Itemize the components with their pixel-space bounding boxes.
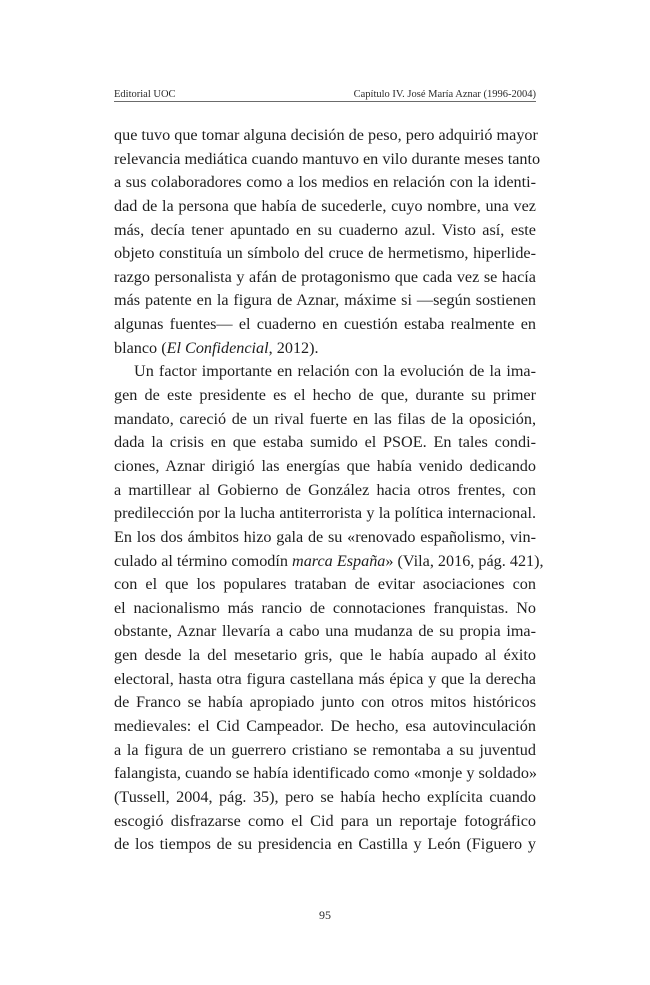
text-line: mandato, careció de un rival fuerte en las filas de la oposición, xyxy=(114,409,536,428)
text-line: que tuvo que tomar alguna decisión de peso, pero adquirió mayor xyxy=(114,126,538,144)
text-line: gen de este presidente es el hecho de que, durante su primer xyxy=(114,386,536,405)
text-line: obstante, Aznar llevaría a cabo una mudanza de su propia ima- xyxy=(114,622,536,641)
page-number: 95 xyxy=(319,908,331,922)
header-chapter-title: Capítulo IV. José María Aznar (1996-2004) xyxy=(353,89,536,100)
text-line: a sus colaboradores como a los medios en relación con la identi- xyxy=(114,173,536,192)
text-line: de los tiempos de su presidencia en Castilla y León (Figuero y xyxy=(114,835,536,854)
text-line: a la figura de un guerrero cristiano se remontaba a su juventud xyxy=(114,740,536,759)
text-line: a martillear al Gobierno de González hacia otros frentes, con xyxy=(114,480,536,499)
text-line: Un factor importante en relación con la evolución de la ima- xyxy=(134,362,536,381)
text-line: ciones, Aznar dirigió las energías que había venido dedicando xyxy=(114,456,536,475)
text-line: (Tussell, 2004, pág. 35), pero se había hecho explícita cuando xyxy=(114,787,536,806)
text-line: más patente en la figura de Aznar, máxime si —según sostienen xyxy=(114,291,536,310)
text-line: más, decía tener apuntado en su cuaderno azul. Visto así, este xyxy=(114,220,536,239)
text-segment: » (Vila, 2016, pág. 421), xyxy=(385,551,544,570)
text-line-with-citation xyxy=(114,337,536,361)
text-line-with-italic-term xyxy=(114,550,544,574)
italic-source-title: El Confidencial xyxy=(166,338,269,357)
running-header xyxy=(114,84,536,100)
text-segment: , 2012). xyxy=(268,338,319,357)
text-line: de Franco se había apropiado junto con otros mitos históricos xyxy=(114,693,536,712)
text-line: con el que los populares trataban de evitar asociaciones con xyxy=(114,575,536,594)
text-line: electoral, hasta otra figura castellana más épica y que la derecha xyxy=(114,669,536,688)
text-line: En los dos ámbitos hizo gala de su «renovado españolismo, vin- xyxy=(114,527,536,546)
header-publisher: Editorial UOC xyxy=(114,89,176,100)
header-rule xyxy=(114,101,536,102)
text-segment: culado al término comodín xyxy=(114,551,293,570)
text-line: medievales: el Cid Campeador. De hecho, esa autovinculación xyxy=(114,717,536,736)
text-line: escogió disfrazarse como el Cid para un reportaje fotográfico xyxy=(114,811,536,830)
text-line: algunas fuentes— el cuaderno en cuestión estaba realmente en xyxy=(114,315,536,334)
text-line: el nacionalismo más rancio de connotaciones franquistas. No xyxy=(114,598,536,617)
text-segment: blanco ( xyxy=(114,338,167,357)
text-line: dada la crisis en que estaba sumido el PSOE. En tales condi- xyxy=(114,433,536,452)
body-text xyxy=(114,124,544,857)
text-line: falangista, cuando se había identificado como «monje y soldado» xyxy=(114,764,538,783)
text-line: objeto constituía un símbolo del cruce de hermetismo, hiperlide- xyxy=(114,244,536,263)
text-line: dad de la persona que había de sucederle, cuyo nombre, una vez xyxy=(114,196,536,215)
italic-term: marca España xyxy=(292,551,386,570)
text-line: razgo personalista y afán de protagonismo que cada vez se hacía xyxy=(114,267,536,286)
text-line: relevancia mediática cuando mantuvo en vilo durante meses tanto xyxy=(114,149,541,168)
text-line: gen desde la del mesetario gris, que le había aupado al éxito xyxy=(114,646,536,665)
text-line: predilección por la lucha antiterrorista y la política internacional. xyxy=(114,504,536,523)
